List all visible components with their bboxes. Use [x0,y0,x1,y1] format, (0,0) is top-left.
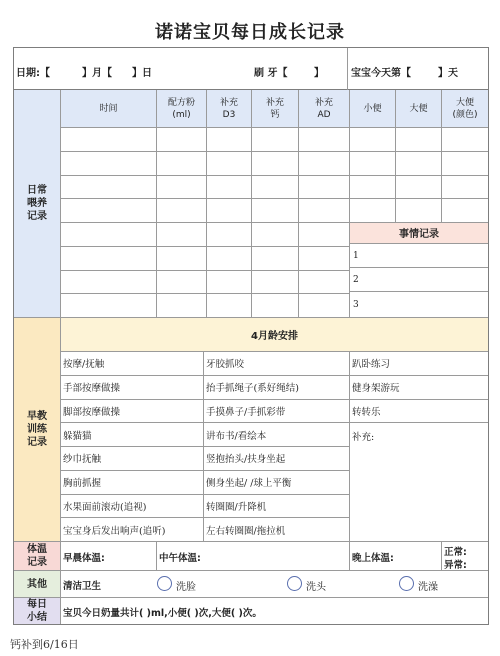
feeding-cell[interactable] [350,176,396,200]
activity-item: 牙胶抓咬 [204,352,350,376]
feeding-cell[interactable] [252,294,299,318]
feeding-column-header: 大便 [396,90,442,128]
feeding-cell[interactable] [396,152,442,176]
summary-text: 宝贝今日奶量共计( )ml,小便( )次,大便( )次。 [63,608,262,619]
feeding-section-label: 日常 喂养 记录 [14,90,61,318]
feeding-column-header: 补充 钙 [252,90,299,128]
activity-item: 水果面前滚动(追视) [61,495,204,519]
feeding-column-header: 小便 [350,90,396,128]
feeding-cell[interactable] [350,152,396,176]
feeding-cell[interactable] [442,176,488,200]
event-row-1[interactable] [350,244,488,268]
feeding-cell[interactable] [61,294,157,318]
month-label: 】月【 [82,68,112,79]
feeding-cell[interactable] [299,247,350,271]
feeding-cell[interactable] [207,152,252,176]
summary-row[interactable] [61,598,488,624]
hygiene-label: 清洁卫生 [63,581,102,592]
activity-item: 转转乐 [350,400,488,424]
feeding-cell[interactable] [61,152,157,176]
evening-temp-cell[interactable] [350,542,442,571]
event-number: 3 [353,299,359,310]
feeding-cell[interactable] [207,176,252,200]
feeding-cell[interactable] [157,152,207,176]
feeding-cell[interactable] [61,247,157,271]
feeding-column-header: 补充 D3 [207,90,252,128]
day-label: 】日 [132,68,152,79]
wash-face-checkbox[interactable] [157,576,172,591]
feeding-cell[interactable] [157,199,207,223]
feeding-cell[interactable] [396,128,442,152]
brush-teeth-close: 】 [314,68,324,79]
date-header-row [14,48,488,90]
plan-title: 4月龄安排 [61,318,488,352]
baby-day-close: 】天 [438,68,458,79]
feeding-cell[interactable] [252,152,299,176]
feeding-cell[interactable] [299,152,350,176]
feeding-cell[interactable] [61,199,157,223]
feeding-cell[interactable] [207,223,252,247]
evening-temp-label: 晚上体温: [352,553,394,564]
feeding-column-header: 大便 (颜色) [442,90,488,128]
activity-item: 竖抱抬头/扶身坐起 [204,447,350,471]
abnormal-label: 异常: [444,560,467,571]
wash-face-label: 洗脸 [176,582,196,593]
feeding-cell[interactable] [61,128,157,152]
feeding-cell[interactable] [157,176,207,200]
activity-item: 脚部按摩做操 [61,400,204,424]
morning-temp-cell[interactable] [61,542,157,571]
feeding-cell[interactable] [157,271,207,295]
event-number: 1 [353,250,359,261]
feeding-cell[interactable] [252,223,299,247]
hygiene-row [61,571,488,598]
note-label: 补充: [352,432,375,443]
activity-item: 抬手抓绳子(系好绳结) [204,376,350,400]
feeding-cell[interactable] [157,223,207,247]
record-sheet [13,47,489,625]
activity-item: 侧身坐起/ /球上平衡 [204,471,350,495]
summary-section-label: 每日 小结 [14,598,61,624]
feeding-cell[interactable] [442,199,488,223]
temp-status-cell[interactable] [442,542,488,571]
feeding-cell[interactable] [299,128,350,152]
date-label: 日期:【 [16,68,50,79]
feeding-cell[interactable] [207,199,252,223]
activity-item: 手摸鼻子/手抓彩带 [204,400,350,424]
feeding-cell[interactable] [396,176,442,200]
wash-hair-label: 洗头 [306,582,326,593]
feeding-cell[interactable] [299,271,350,295]
bath-checkbox[interactable] [399,576,414,591]
page-title: 诺诺宝贝每日成长记录 [155,22,345,43]
feeding-cell[interactable] [252,247,299,271]
feeding-cell[interactable] [252,271,299,295]
feeding-cell[interactable] [157,294,207,318]
feeding-cell[interactable] [61,223,157,247]
activity-item: 宝宝身后发出响声(追听) [61,518,204,542]
header-divider [347,48,348,90]
feeding-cell[interactable] [299,223,350,247]
feeding-cell[interactable] [252,199,299,223]
feeding-cell[interactable] [157,247,207,271]
other-section-label: 其他 [14,571,61,598]
feeding-cell[interactable] [442,152,488,176]
activity-item: 转圈圈/升降机 [204,495,350,519]
feeding-cell[interactable] [396,199,442,223]
activity-item: 健身架游玩 [350,376,488,400]
feeding-cell[interactable] [157,128,207,152]
temperature-section-label: 体温 记录 [14,542,61,571]
baby-day-label: 宝宝今天第【 [351,68,411,79]
early-ed-section-label: 早教 训练 记录 [14,318,61,542]
feeding-cell[interactable] [299,176,350,200]
activity-item: 趴卧练习 [350,352,488,376]
activity-item: 躲猫猫 [61,423,204,447]
activity-item: 按摩/抚触 [61,352,204,376]
feeding-cell[interactable] [207,247,252,271]
activity-item: 左右转圈圈/拖拉机 [204,518,350,542]
feeding-cell[interactable] [299,294,350,318]
note-cell[interactable] [350,424,488,542]
noon-temp-label: 中午体温: [159,553,201,564]
feeding-cell[interactable] [442,128,488,152]
normal-label: 正常: [444,547,467,558]
footnote: 钙补到6/16日 [10,638,79,651]
event-row-2[interactable] [350,268,488,292]
feeding-cell[interactable] [207,271,252,295]
feeding-cell[interactable] [252,176,299,200]
wash-hair-checkbox[interactable] [287,576,302,591]
feeding-column-header: 时间 [61,90,157,128]
feeding-column-header: 补充 AD [299,90,350,128]
event-row-3[interactable] [350,292,488,318]
brush-teeth-label: 刷 牙【 [254,68,288,79]
feeding-cell[interactable] [299,199,350,223]
activity-item: 胸前抓握 [61,471,204,495]
feeding-cell[interactable] [252,128,299,152]
feeding-cell[interactable] [350,199,396,223]
activity-item: 手部按摩做操 [61,376,204,400]
noon-temp-cell[interactable] [157,542,350,571]
feeding-cell[interactable] [350,128,396,152]
activity-item: 纱巾抚触 [61,447,204,471]
feeding-cell[interactable] [61,271,157,295]
activity-item: 讲布书/看绘本 [204,423,350,447]
feeding-cell[interactable] [207,294,252,318]
bath-label: 洗澡 [418,582,438,593]
feeding-column-header: 配方粉 (ml) [157,90,207,128]
event-number: 2 [353,274,359,285]
morning-temp-label: 早晨体温: [63,553,105,564]
feeding-cell[interactable] [207,128,252,152]
feeding-cell[interactable] [61,176,157,200]
events-title: 事情记录 [350,222,488,244]
